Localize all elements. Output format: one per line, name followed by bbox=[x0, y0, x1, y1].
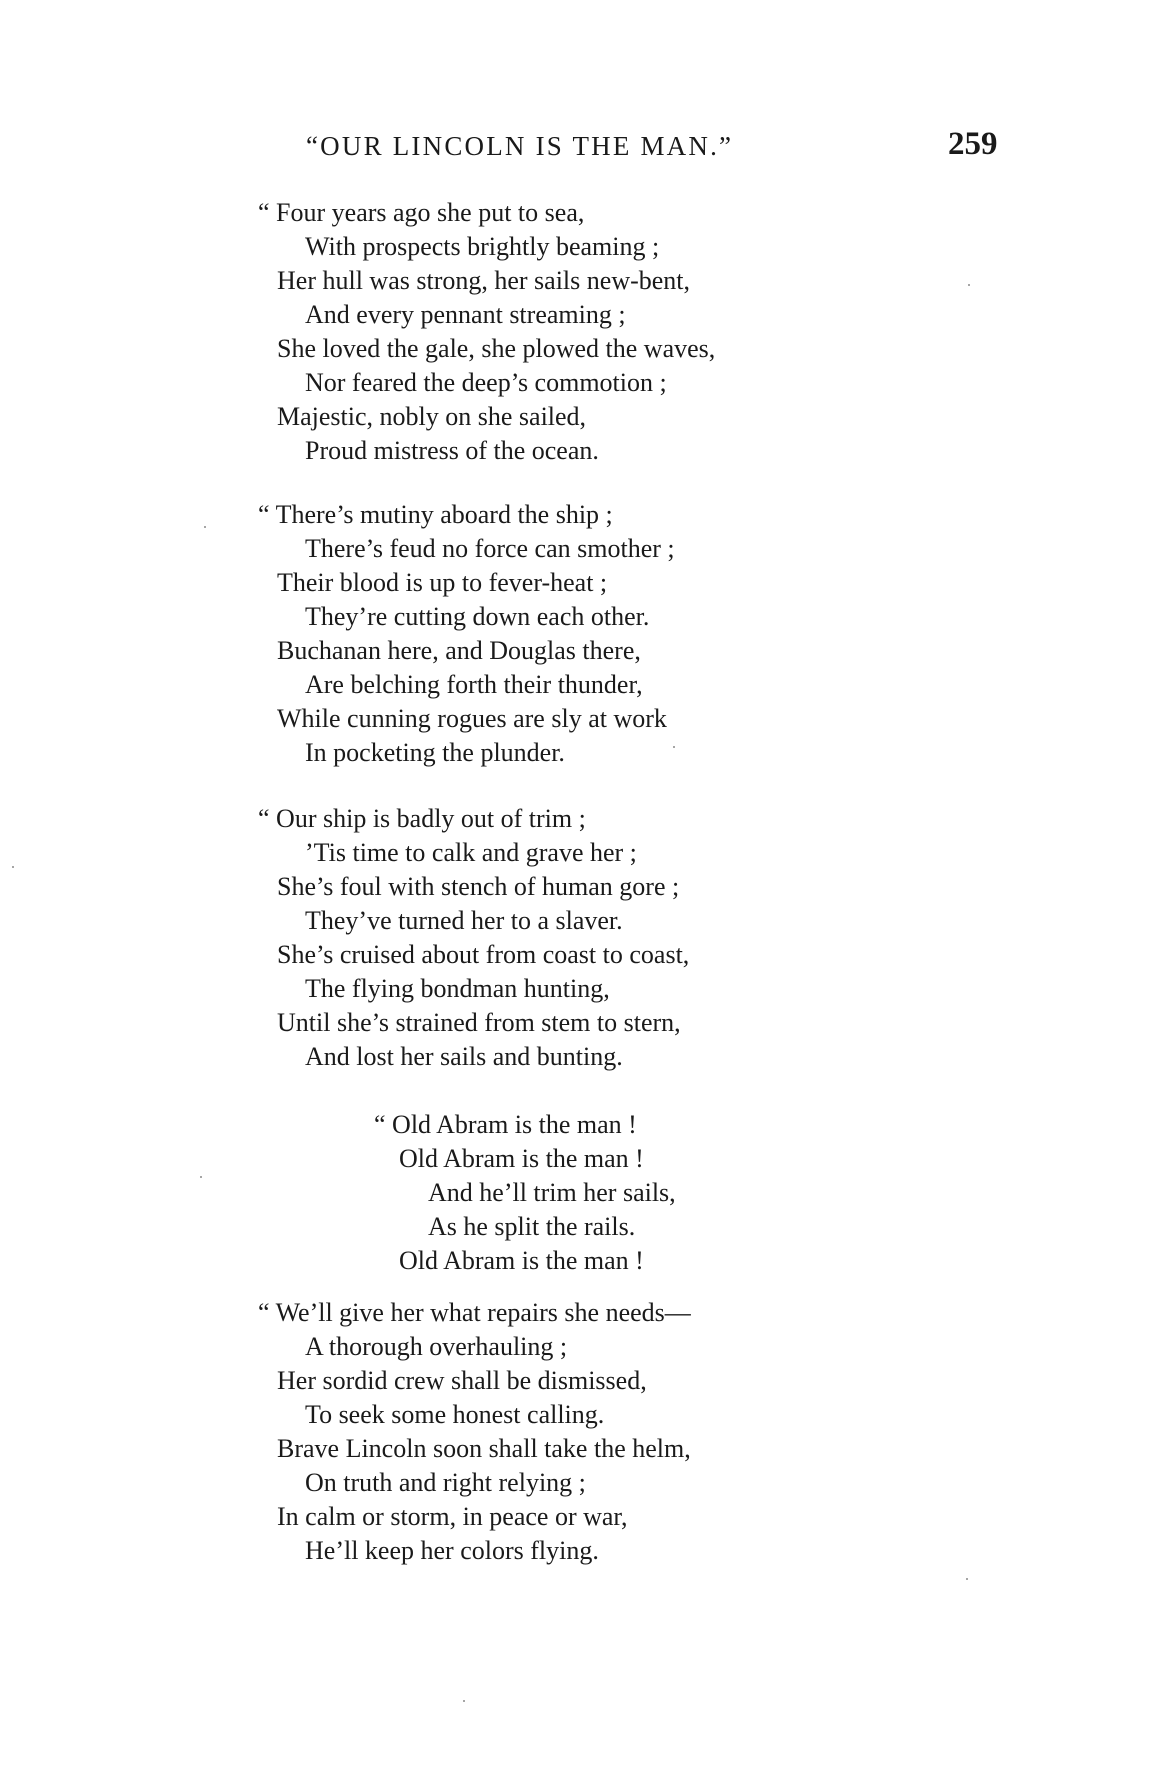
poem-line: She’s cruised about from coast to coast, bbox=[277, 940, 690, 969]
poem-line: She loved the gale, she plowed the waves, bbox=[277, 334, 716, 363]
poem-line: A thorough overhauling ; bbox=[305, 1332, 568, 1361]
chorus-line: “ Old Abram is the man ! bbox=[374, 1110, 637, 1139]
poem-line: With prospects brightly beaming ; bbox=[305, 232, 660, 261]
poem-line: Her sordid crew shall be dismissed, bbox=[277, 1366, 647, 1395]
poem-line: Proud mistress of the ocean. bbox=[305, 436, 599, 465]
poem-line: Are belching forth their thunder, bbox=[305, 670, 643, 699]
scan-speck bbox=[463, 1700, 465, 1702]
poem-line: And every pennant streaming ; bbox=[305, 300, 626, 329]
scan-speck bbox=[673, 746, 675, 748]
scan-speck bbox=[200, 1176, 202, 1178]
poem-line: Buchanan here, and Douglas there, bbox=[277, 636, 641, 665]
poem-line: “ Our ship is badly out of trim ; bbox=[258, 804, 586, 833]
scan-speck bbox=[966, 1578, 968, 1580]
running-head bbox=[0, 126, 1152, 166]
poem-line: The flying bondman hunting, bbox=[305, 974, 610, 1003]
poem-line: Her hull was strong, her sails new-bent, bbox=[277, 266, 691, 295]
scan-speck bbox=[968, 284, 970, 286]
poem-line: Nor feared the deep’s commotion ; bbox=[305, 368, 667, 397]
scan-speck bbox=[204, 526, 206, 528]
poem-line: He’ll keep her colors flying. bbox=[305, 1536, 599, 1565]
poem-line: “ Four years ago she put to sea, bbox=[258, 198, 585, 227]
poem-line: ’Tis time to calk and grave her ; bbox=[305, 838, 637, 867]
poem-line: She’s foul with stench of human gore ; bbox=[277, 872, 680, 901]
poem-line: In pocketing the plunder. bbox=[305, 738, 565, 767]
poem-line: Majestic, nobly on she sailed, bbox=[277, 402, 587, 431]
poem-line: Their blood is up to fever-heat ; bbox=[277, 568, 608, 597]
chorus-line: Old Abram is the man ! bbox=[399, 1246, 644, 1275]
poem-line: On truth and right relying ; bbox=[305, 1468, 586, 1497]
poem-line: There’s feud no force can smother ; bbox=[305, 534, 675, 563]
poem-line: They’ve turned her to a slaver. bbox=[305, 906, 623, 935]
poem-line: Until she’s strained from stem to stern, bbox=[277, 1008, 681, 1037]
poem-line: While cunning rogues are sly at work bbox=[277, 704, 667, 733]
chorus-line: And he’ll trim her sails, bbox=[428, 1178, 676, 1207]
poem-line: “ There’s mutiny aboard the ship ; bbox=[258, 500, 613, 529]
poem-line: To seek some honest calling. bbox=[305, 1400, 605, 1429]
chorus-line: Old Abram is the man ! bbox=[399, 1144, 644, 1173]
poem-line: In calm or storm, in peace or war, bbox=[277, 1502, 628, 1531]
poem-line: “ We’ll give her what repairs she needs— bbox=[258, 1298, 691, 1327]
scan-speck bbox=[12, 866, 14, 868]
chorus-line: As he split the rails. bbox=[428, 1212, 636, 1241]
running-title: “OUR LINCOLN IS THE MAN.” bbox=[306, 131, 734, 161]
poem-line: Brave Lincoln soon shall take the helm, bbox=[277, 1434, 691, 1463]
page-number: 259 bbox=[948, 126, 998, 162]
poem-line: And lost her sails and bunting. bbox=[305, 1042, 623, 1071]
poem-line: They’re cutting down each other. bbox=[305, 602, 650, 631]
